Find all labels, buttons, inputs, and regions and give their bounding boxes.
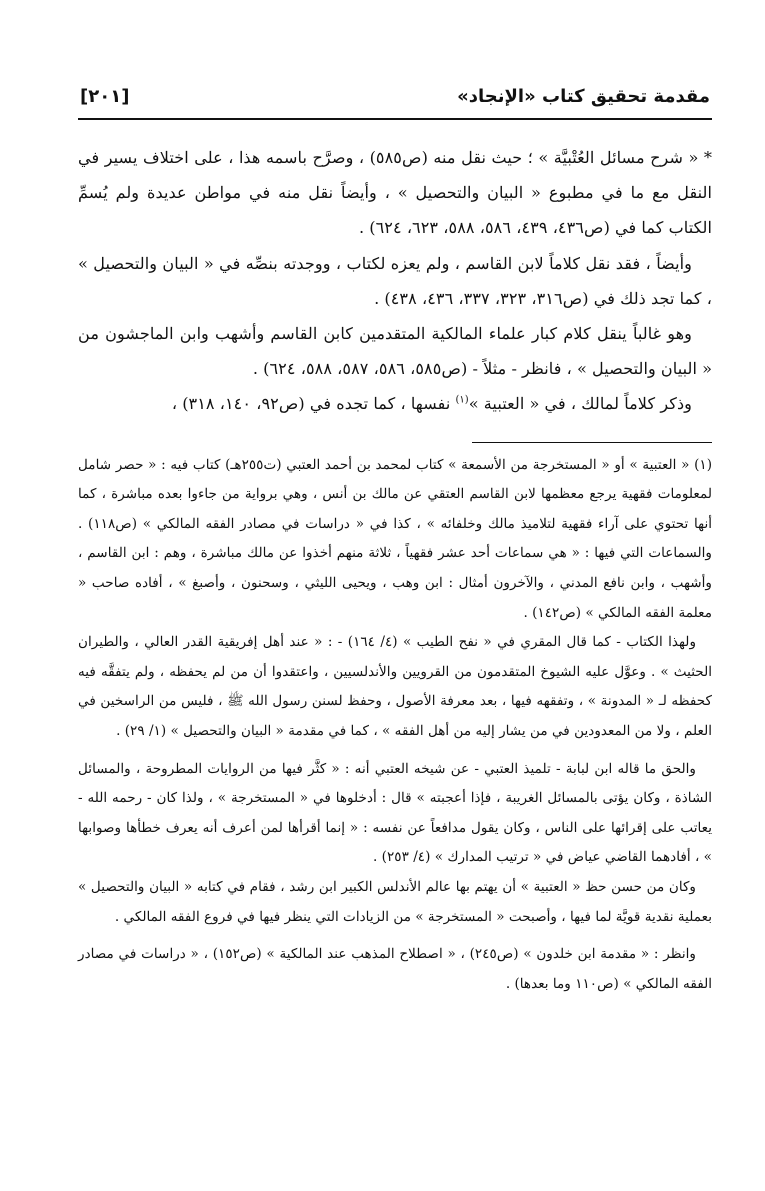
running-title: مقدمة تحقيق كتاب «الإنجاد» <box>457 86 710 107</box>
body-paragraph-lead: وذكر كلاماً لمالك ، في « العتبية » <box>468 394 692 414</box>
page-header <box>78 78 712 112</box>
body-paragraph: وأيضاً ، فقد نقل كلاماً لابن القاسم ، ولم يعزه لكتاب ، ووجدته بنصِّه في « البيان والتحصيل » ، كما تجد ذلك في (ص٣١٦، ٣٢٣، ٣٣٧، ٤٣٦، ٤٣٨) . <box>78 253 712 308</box>
page-number: [٢٠١] <box>80 86 130 107</box>
footnote-paragraph: وكان من حسن حظ « العتبية » أن يهتم بها عالم الأندلس الكبير ابن رشد ، فقام في كتابه « البيان والتحصيل » بعملية نقدية قويَّة لما فيها ، وأصبحت « المستخرجة » من الزيادات التي ينظر فيها في فروع الفقه المالكي . <box>78 878 712 925</box>
footnote-paragraph: والحق ما قاله ابن لبابة - تلميذ العتبي - عن شيخه العتبي أنه : « كثَّر فيها من الروايات المطروحة ، والمسائل الشاذة ، وكان يؤتى بالمسائل الغريبة ، فإذا أعجبته » قال : أدخلوها في « المستخرجة » ، ولذا كان - رحمه الله - يعاتب على إقرائها على الناس ، وكان يقول مدافعاً عن نفسه : « إنما أقرأها لمن أعرف أنه يعرف خطأها وصوابها » ، أفادهما القاضي عياض في « ترتيب المدارك » (٤/ ٢٥٣) . <box>78 760 712 866</box>
main-text <box>78 140 712 422</box>
footnote-paragraph: وانظر : « مقدمة ابن خلدون » (ص٢٤٥) ، « اصطلاح المذهب عند المالكية » (ص١٥٢) ، « دراسات في مصادر الفقه المالكي » (ص١١٠ وما بعدها) . <box>78 946 712 992</box>
body-paragraph: وهو غالباً ينقل كلام كبار علماء المالكية المتقدمين كابن القاسم وأشهب وابن الماجشون من « البيان والتحصيل » ، فانظر - مثلاً - (ص٥٨٥، ٥٨٦، ٥٨٧، ٥٨٨، ٦٢٤) . <box>78 324 712 379</box>
header-divider <box>78 118 712 120</box>
body-paragraph: * « شرح مسائل العُتْبيَّة » ؛ حيث نقل منه (ص٥٨٥) ، وصرَّح باسمه هذا ، على اختلاف يسير في النقل مع ما في مطبوع « البيان والتحصيل » ، وأيضاً نقل منه في مواطن عديدة ولم يُسمِّ الكتاب كما في (ص٤٣٦، ٤٣٩، ٥٨٦، ٥٨٨، ٦٢٣، ٦٢٤) . <box>78 148 712 238</box>
document-page <box>78 78 712 1138</box>
body-paragraph-tail: نفسها ، كما تجده في (ص٩٢، ١٤٠، ٣١٨) ، <box>171 394 456 414</box>
footnote-reference[interactable]: (١) <box>455 395 469 407</box>
footnote-paragraph: (١) « العتبية » أو « المستخرجة من الأسمعة » كتاب لمحمد بن أحمد العتبي (ت٢٥٥هـ) كتاب فيه : « حصر شامل لمعلومات فقهية يرجع معظمها لابن القاسم العتقي عن مالك بن أنس ، وهي برواية من جاءوا بعده مباشرة ، كما أنها تحتوي على آراء فقهية لتلاميذ مالك وخلفائه » ، كذا في « دراسات في مصادر الفقه المالكي » (ص١١٨) . والسماعات التي فيها : « هي سماعات أحد عشر فقهياً ، ثلاثة منهم أخذوا عن مالك مباشرة ، وهم : ابن القاسم ، وأشهب ، وابن نافع المدني ، والآخرون أمثال : ابن وهب ، ويحيى الليثي ، وسحنون ، وأصبغ » ، أفاده صاحب « معلمة الفقه المالكي » (ص١٤٢) . <box>78 456 713 621</box>
footnotes <box>78 451 712 1000</box>
footnote-paragraph: ولهذا الكتاب - كما قال المقري في « نفح الطيب » (٤/ ١٦٤) - : « عند أهل إفريقية القدر العالي ، والطيران الحثيث » . وعوَّل عليه الشيوخ المتقدمون من القرويين والأندلسيين ، واعتقدوا أن من لم يحفظه ، ولم يتفقَّه فيه كحفظه لـ « المدونة » ، وتفقهه فيها ، بعد معرفة الأصول ، وحفظ لسنن رسول الله ﷺ ، فليس من الراسخين في العلم ، ولا من المعدودين في من يشار إليه من أهل الفقه » ، كما في مقدمة « البيان والتحصيل » (١/ ٢٩) . <box>78 634 712 739</box>
body-paragraph <box>78 386 712 421</box>
footnote-divider <box>472 442 712 443</box>
